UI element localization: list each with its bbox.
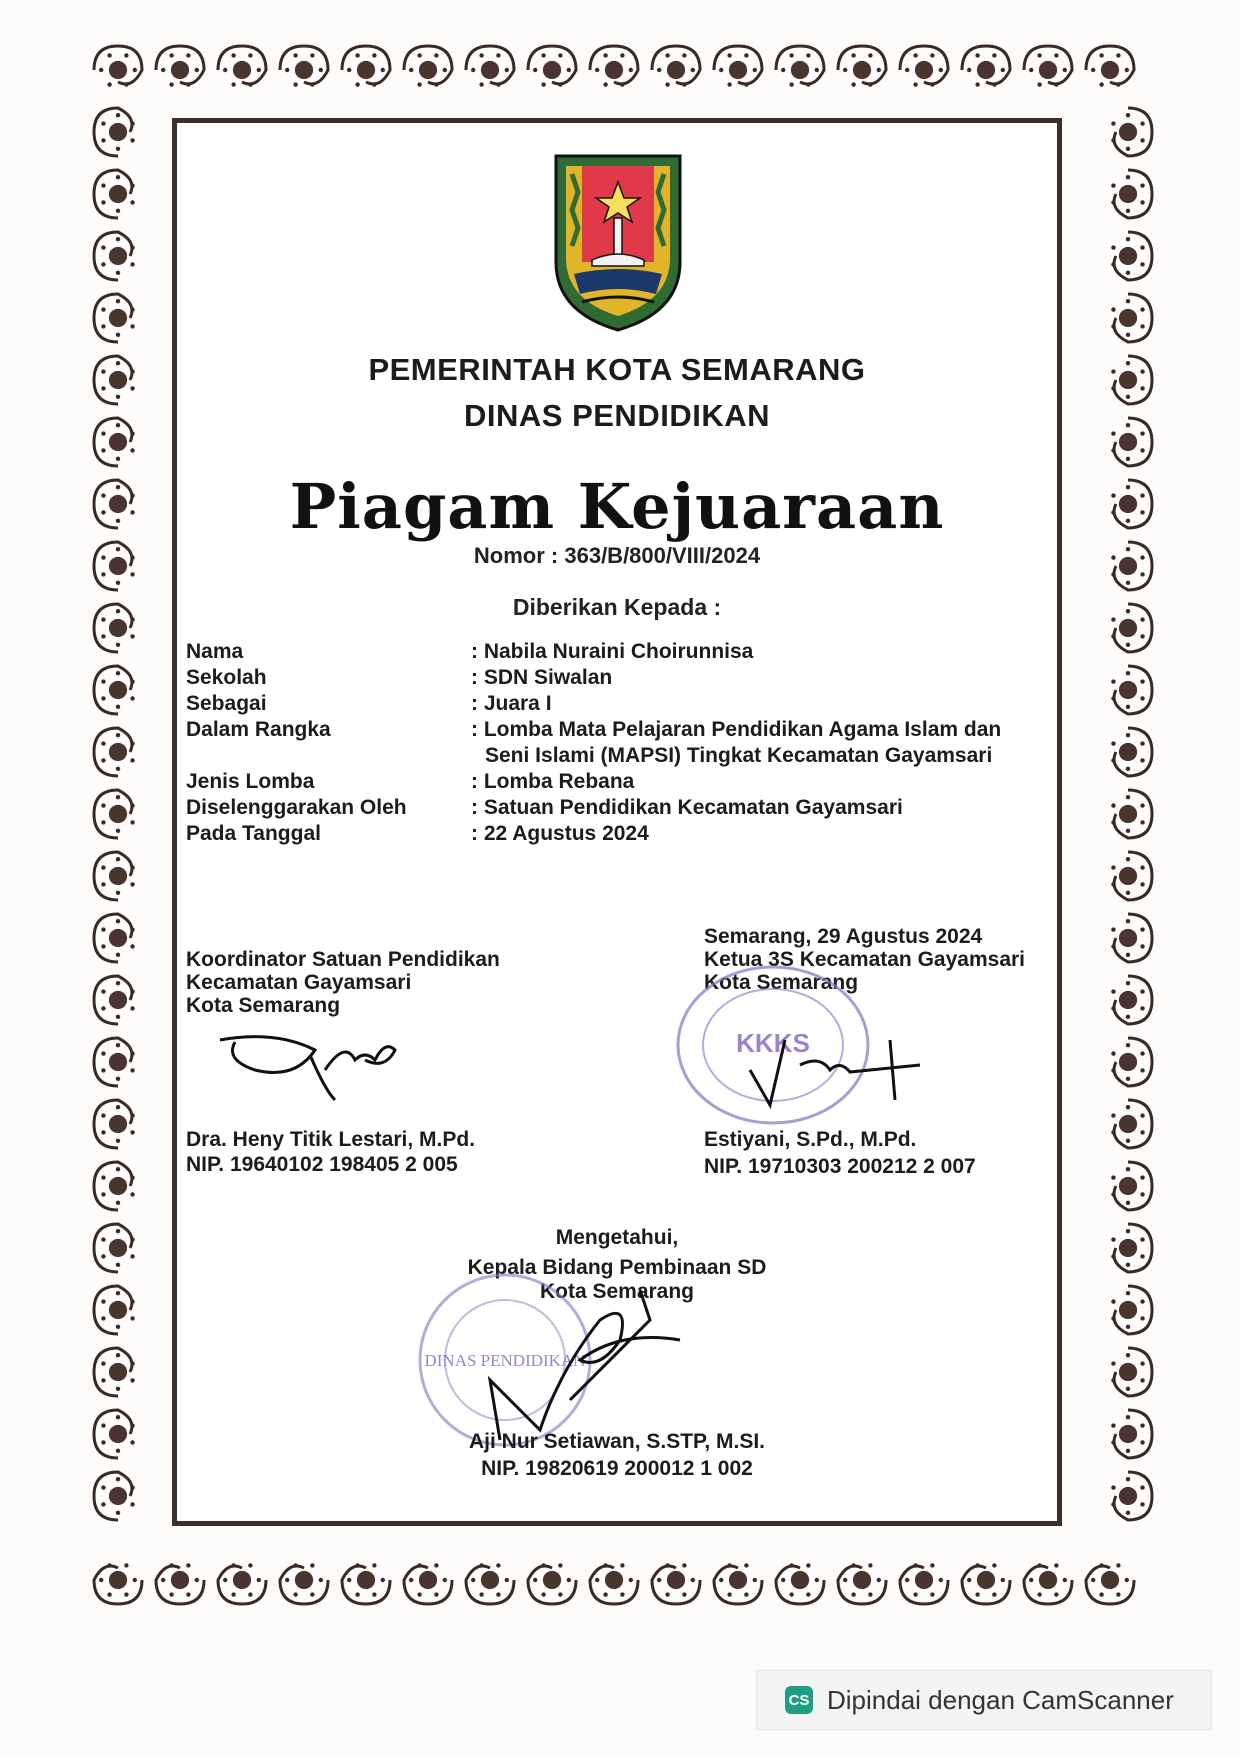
detail-label: Diselenggarakan Oleh [186,796,407,819]
camscanner-text: Dipindai dengan CamScanner [827,1684,1174,1715]
detail-value: : Nabila Nuraini Choirunnisa [471,640,754,663]
detail-value: Seni Islami (MAPSI) Tingkat Kecamatan Gayamsari [485,744,993,767]
detail-value: : Lomba Mata Pelajaran Pendidikan Agama Islam dan [471,718,1002,741]
center-role-line1: Kepala Bidang Pembinaan SD [467,1256,767,1279]
detail-label: Nama [186,640,244,663]
camscanner-logo-icon: CS [785,1686,813,1714]
left-signatory-nip: NIP. 19640102 198405 2 005 [186,1153,458,1176]
detail-value: : SDN Siwalan [471,666,613,689]
semarang-city-emblem [552,152,684,334]
detail-label: Sekolah [186,666,267,689]
department-name: DINAS PENDIDIKAN [464,398,770,433]
right-role-line2: Kota Semarang [704,971,859,994]
detail-label: Sebagai [186,692,267,715]
certificate-number: Nomor : 363/B/800/VIII/2024 [473,543,761,568]
right-role-line1: Ketua 3S Kecamatan Gayamsari [704,948,1025,971]
right-signatory-nip: NIP. 19710303 200212 2 007 [704,1155,976,1178]
government-name: PEMERINTAH KOTA SEMARANG [368,352,866,387]
center-signature [480,1280,700,1450]
right-signatory-name: Estiyani, S.Pd., M.Pd. [704,1128,917,1151]
detail-label: Jenis Lomba [186,770,315,793]
left-signatory-name: Dra. Heny Titik Lestari, M.Pd. [186,1128,476,1151]
acknowledge-label: Mengetahui, [555,1226,679,1249]
center-role-line2: Kota Semarang [539,1280,695,1303]
right-signature [740,1030,930,1110]
left-role-line2: Kecamatan Gayamsari [186,971,412,994]
left-role-line3: Kota Semarang [186,994,341,1017]
detail-label: Dalam Rangka [186,718,331,741]
camscanner-badge [756,1670,1212,1730]
svg-text:DINAS PENDIDIKAN: DINAS PENDIDIKAN [424,1351,586,1370]
detail-value: : 22 Agustus 2024 [471,822,649,845]
left-signature [215,1030,415,1110]
left-signatory-role [186,948,500,1017]
center-signatory-name: Aji Nur Setiawan, S.STP, M.SI. [468,1430,766,1453]
detail-value: : Lomba Rebana [471,770,635,793]
given-to-label: Diberikan Kepada : [512,594,722,620]
certificate-title: Piagam Kejuaraan [289,470,945,543]
svg-text:KKKS: KKKS [736,1028,810,1058]
left-role-line1: Koordinator Satuan Pendidikan [186,948,500,971]
detail-value: : Satuan Pendidikan Kecamatan Gayamsari [471,796,903,819]
detail-label: Pada Tanggal [186,822,321,845]
center-signatory-nip: NIP. 19820619 200012 1 002 [481,1457,753,1480]
detail-value: : Juara I [471,692,552,715]
place-date: Semarang, 29 Agustus 2024 [704,925,983,948]
